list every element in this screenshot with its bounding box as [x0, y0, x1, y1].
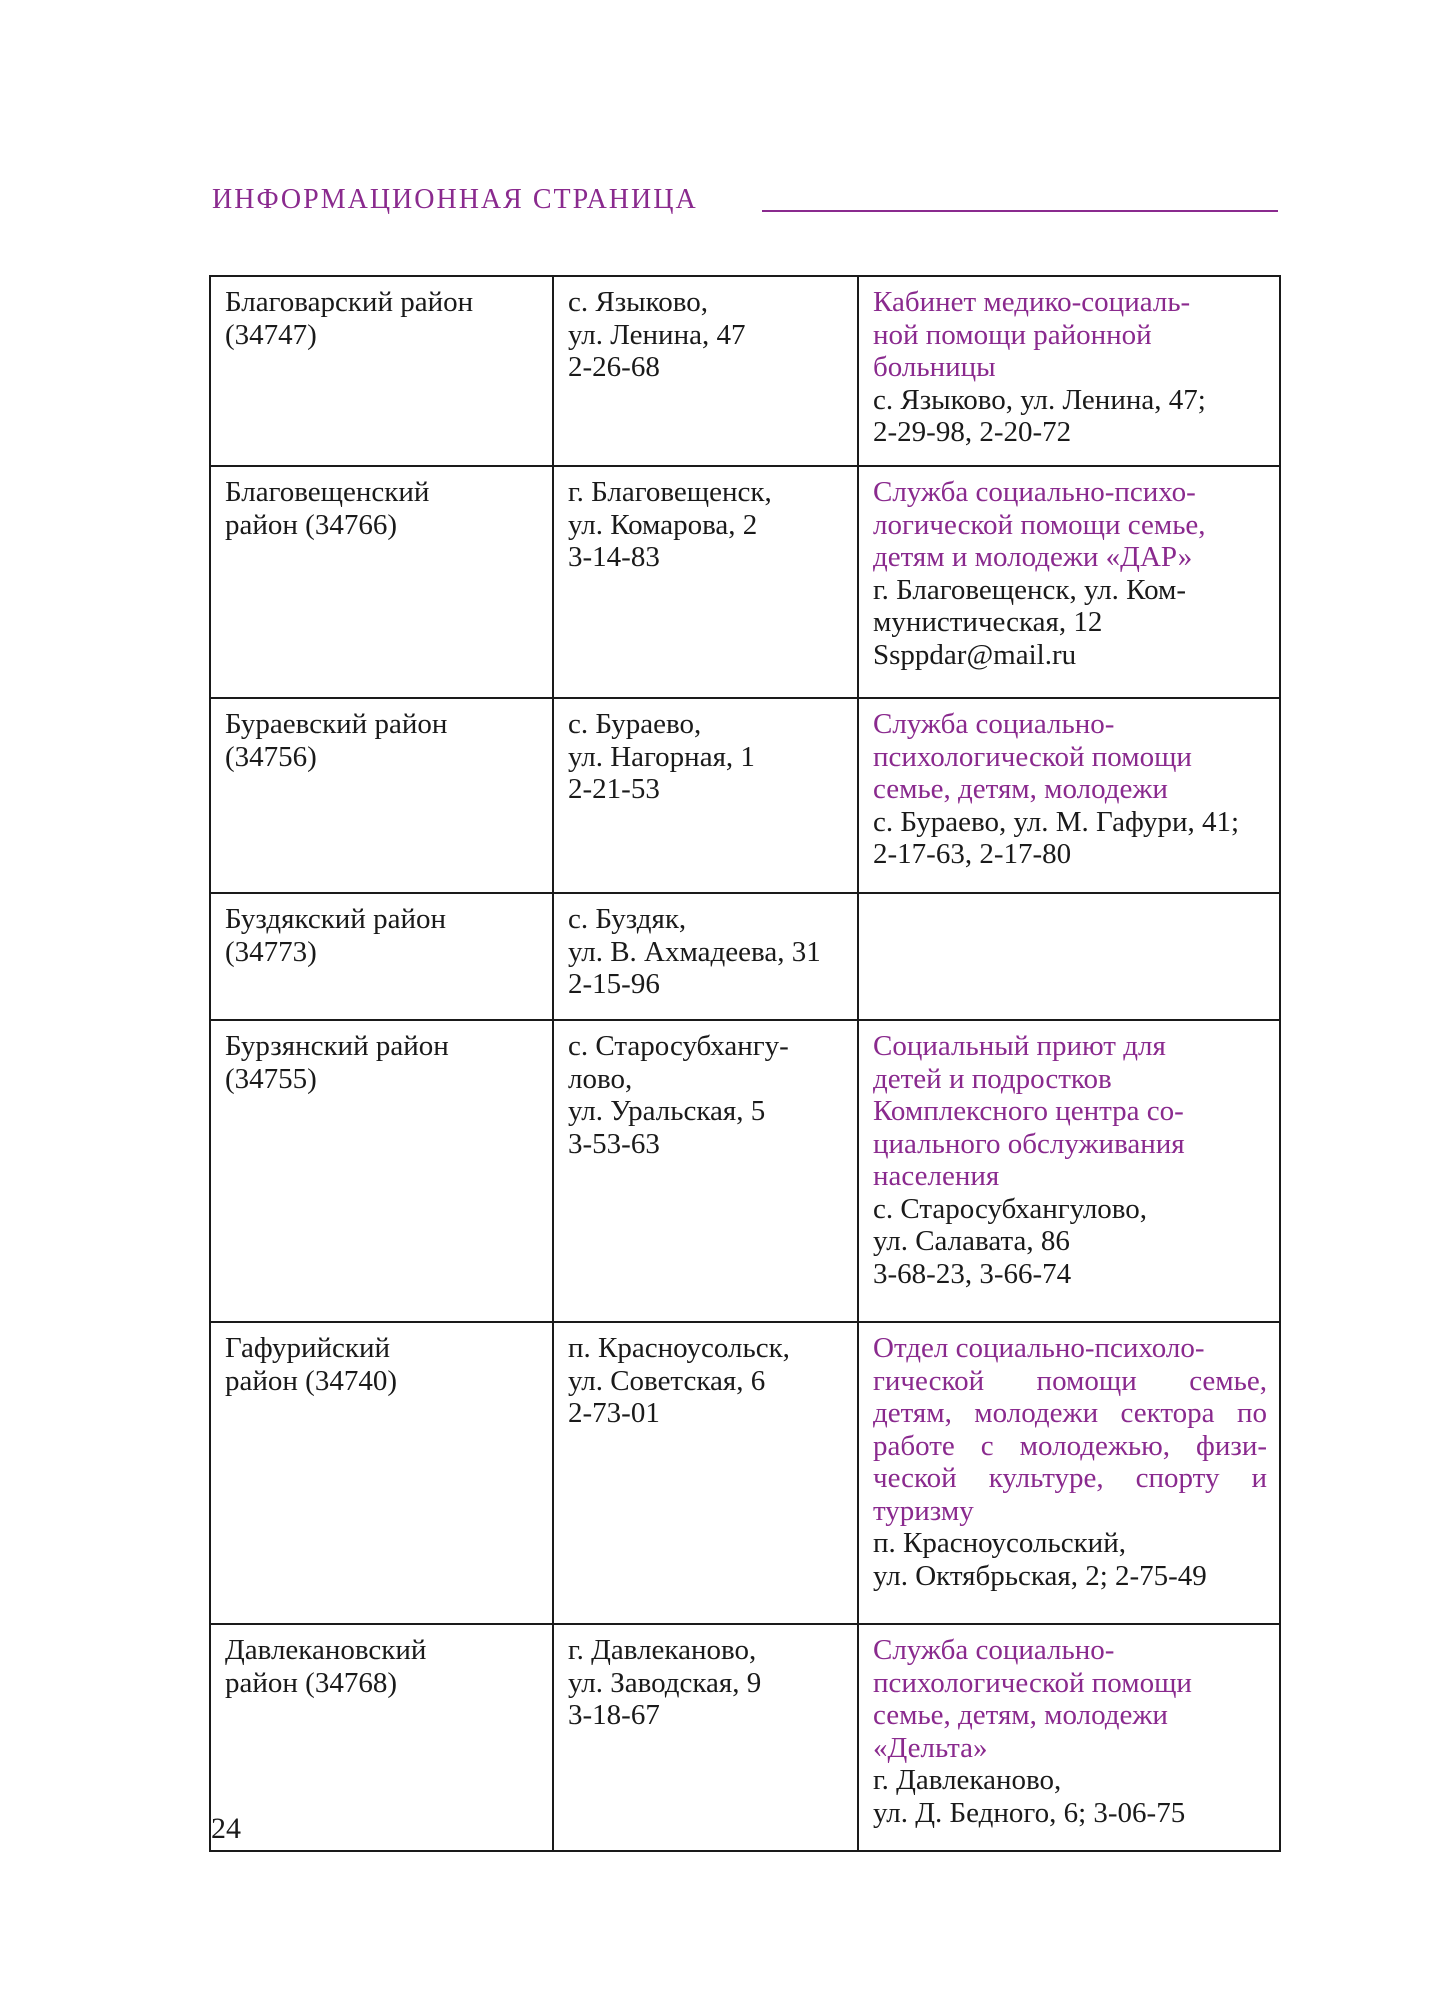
- service-name-line: Служба социально-: [873, 1634, 1115, 1666]
- address-line: ул. Ленина, 47: [568, 318, 746, 351]
- district-cell: [210, 698, 553, 893]
- district-line: район (34740): [225, 1364, 397, 1397]
- services-directory-table: [209, 275, 1281, 1852]
- service-contact-line: с. Старосубхангулово,: [873, 1192, 1148, 1225]
- address-line: ул. Советская, 6: [568, 1364, 766, 1397]
- service-contact-line: ул. Октябрьская, 2; 2-75-49: [873, 1559, 1207, 1592]
- service-contact-line: с. Бураево, ул. М. Гафури, 41;: [873, 805, 1240, 838]
- service-name-line: логической помощи семье,: [873, 508, 1206, 541]
- address-line: ул. Уральская, 5: [568, 1095, 766, 1127]
- service-contact-line: п. Красноусольский,: [873, 1527, 1126, 1559]
- page-number: 24: [211, 1812, 241, 1845]
- service-name-line: работе с молодежью, физи-: [873, 1429, 1267, 1462]
- address-cell: [553, 698, 858, 893]
- service-name-line: Служба социально-психо-: [873, 476, 1196, 508]
- address-cell: [553, 893, 858, 1020]
- service-name-line: детям и молодежи «ДАР»: [873, 541, 1193, 573]
- address-line: с. Старосубхангу-: [568, 1030, 789, 1062]
- table-row: [210, 1020, 1280, 1322]
- table-row: [210, 1322, 1280, 1624]
- service-contact-line: Ssppdar@mail.ru: [873, 638, 1077, 671]
- service-name-line: ческой культуре, спорту и: [873, 1462, 1267, 1494]
- service-contact-line: ул. Д. Бедного, 6; 3-06-75: [873, 1796, 1186, 1829]
- district-line: Благоварский район: [225, 286, 474, 318]
- address-line: 3-18-67: [568, 1699, 660, 1731]
- address-cell: [553, 276, 858, 466]
- district-line: район (34766): [225, 508, 397, 541]
- service-cell: [858, 893, 1280, 1020]
- address-line: г. Благовещенск,: [568, 476, 772, 508]
- district-cell: [210, 1020, 553, 1322]
- district-cell: [210, 893, 553, 1020]
- service-name-line: Комплексного центра со-: [873, 1095, 1184, 1127]
- service-name-line: «Дельта»: [873, 1731, 988, 1764]
- service-contact-line: г. Давлеканово,: [873, 1764, 1062, 1796]
- page-section-title: ИНФОРМАЦИОННАЯ СТРАНИЦА: [212, 184, 698, 215]
- service-name-line: детям, молодежи сектора по: [873, 1397, 1267, 1429]
- district-line: (34747): [225, 318, 317, 351]
- district-cell: [210, 466, 553, 698]
- address-line: ул. Комарова, 2: [568, 508, 758, 541]
- service-name-line: психологической помощи: [873, 740, 1192, 773]
- district-line: (34773): [225, 935, 317, 968]
- district-line: Буздякский район: [225, 903, 446, 935]
- district-cell: [210, 1624, 553, 1851]
- district-line: Бураевский район: [225, 708, 448, 740]
- table-row: [210, 893, 1280, 1020]
- address-line: лово,: [568, 1062, 633, 1095]
- service-name-line: гической помощи семье,: [873, 1364, 1267, 1397]
- table-row: [210, 698, 1280, 893]
- address-cell: [553, 1020, 858, 1322]
- table-row: [210, 276, 1280, 466]
- service-name-line: семье, детям, молодежи: [873, 773, 1168, 805]
- service-name-line: психологической помощи: [873, 1666, 1192, 1699]
- service-name-line: Социальный приют для: [873, 1030, 1166, 1062]
- service-contact-line: 2-29-98, 2-20-72: [873, 416, 1072, 448]
- address-line: 2-21-53: [568, 773, 660, 805]
- district-line: (34755): [225, 1062, 317, 1095]
- service-name-line: населения: [873, 1160, 1000, 1192]
- address-cell: [553, 1322, 858, 1624]
- service-contact-line: 2-17-63, 2-17-80: [873, 838, 1072, 870]
- address-line: 2-15-96: [568, 968, 660, 1000]
- district-line: Гафурийский: [225, 1332, 391, 1364]
- service-cell: [858, 466, 1280, 698]
- address-line: 3-53-63: [568, 1127, 660, 1160]
- service-contact-line: 3-68-23, 3-66-74: [873, 1257, 1072, 1290]
- table-row: [210, 1624, 1280, 1851]
- service-name-line: Кабинет медико-социаль-: [873, 286, 1191, 318]
- address-line: 2-26-68: [568, 351, 660, 383]
- address-line: ул. Нагорная, 1: [568, 740, 755, 773]
- service-name-line: семье, детям, молодежи: [873, 1699, 1168, 1731]
- district-line: (34756): [225, 740, 317, 773]
- service-contact-line: ул. Салавата, 86: [873, 1225, 1070, 1257]
- address-cell: [553, 1624, 858, 1851]
- address-line: с. Буздяк,: [568, 903, 687, 935]
- table-row: [210, 466, 1280, 698]
- district-line: Давлекановский: [225, 1634, 427, 1666]
- service-cell: [858, 698, 1280, 893]
- service-name-line: Служба социально-: [873, 708, 1115, 740]
- service-name-line: ной помощи районной: [873, 318, 1152, 351]
- address-line: п. Красноусольск,: [568, 1332, 790, 1364]
- service-contact-line: с. Языково, ул. Ленина, 47;: [873, 383, 1206, 416]
- service-cell: [858, 1020, 1280, 1322]
- service-name-line: циального обслуживания: [873, 1127, 1185, 1160]
- address-line: г. Давлеканово,: [568, 1634, 757, 1666]
- service-cell: [858, 276, 1280, 466]
- service-name-line: больницы: [873, 351, 996, 383]
- service-name-line: Отдел социально-психоло-: [873, 1332, 1205, 1364]
- address-line: с. Бураево,: [568, 708, 702, 740]
- service-cell: [858, 1322, 1280, 1624]
- header-rule: [762, 210, 1278, 212]
- district-cell: [210, 276, 553, 466]
- service-cell: [858, 1624, 1280, 1851]
- district-line: Бурзянский район: [225, 1030, 449, 1062]
- district-line: район (34768): [225, 1666, 397, 1699]
- address-cell: [553, 466, 858, 698]
- address-line: с. Языково,: [568, 286, 709, 318]
- address-line: ул. Заводская, 9: [568, 1666, 762, 1699]
- service-name-line: детей и подростков: [873, 1062, 1112, 1095]
- district-cell: [210, 1322, 553, 1624]
- running-header: [212, 184, 1278, 224]
- address-line: ул. В. Ахмадеева, 31: [568, 935, 821, 968]
- district-line: Благовещенский: [225, 476, 430, 508]
- table-body: [210, 276, 1280, 1851]
- address-line: 2-73-01: [568, 1397, 660, 1429]
- service-contact-line: г. Благовещенск, ул. Ком-: [873, 573, 1187, 606]
- address-line: 3-14-83: [568, 541, 660, 573]
- service-name-line: туризму: [873, 1494, 974, 1527]
- service-contact-line: мунистическая, 12: [873, 606, 1103, 638]
